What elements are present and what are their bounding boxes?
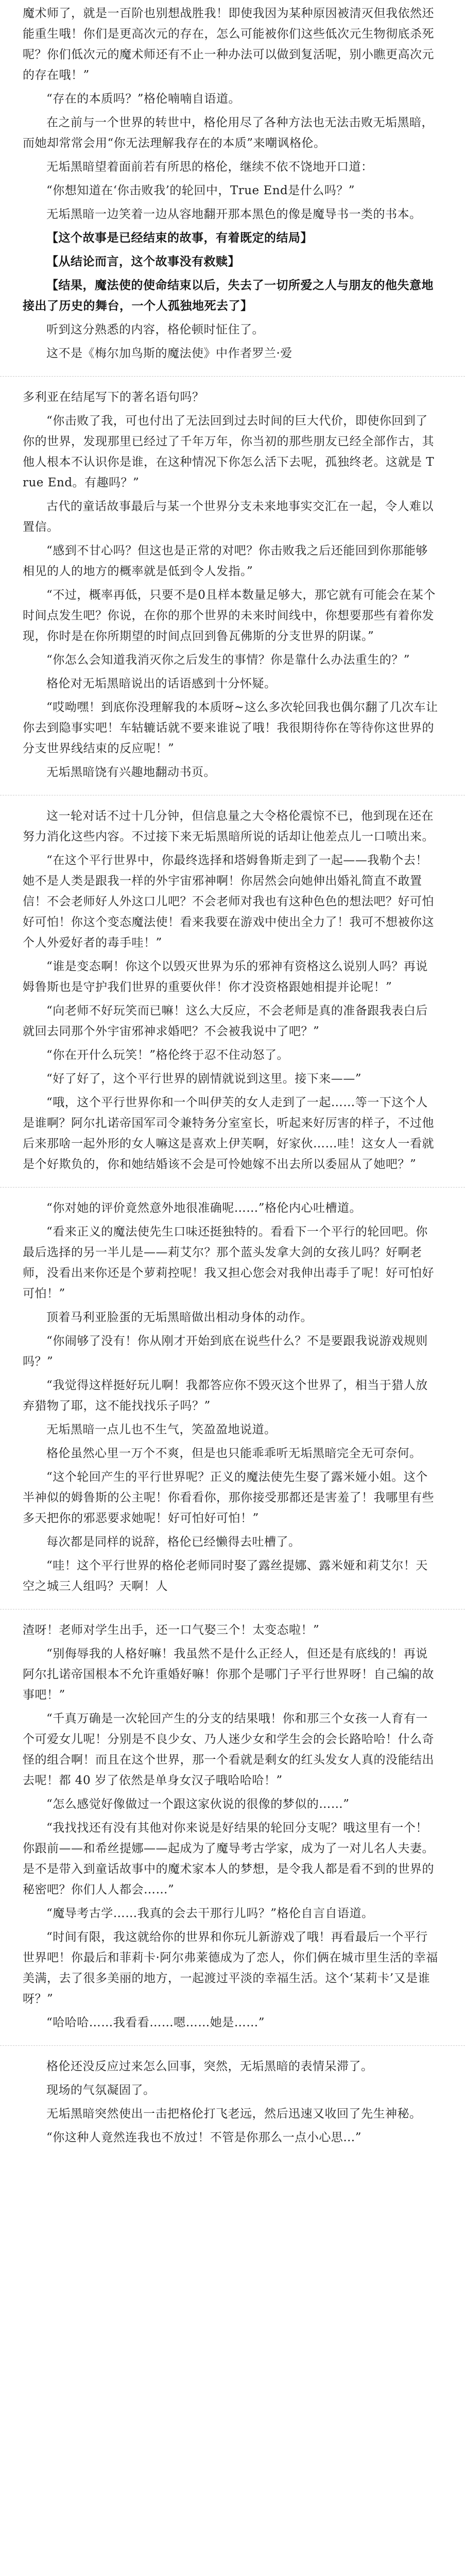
paragraph: “我找找还有没有其他对你来说是好结果的轮回分支呢？哦这里有一个！你跟前——和希丝提娜——起成为了魔导考古学家，成为了一对儿名人夫妻。是不是带入到童话故事中的魔术家本人的梦想，是令我人都是看不到的世界的秘密吧？你们人人都会……”	[23, 1821, 434, 1896]
paragraph: “你对她的评价竟然意外地很准确呢……”格伦内心吐槽道。	[46, 1201, 362, 1215]
paragraph: 魔术师了，就是一百阶也别想战胜我！即使我因为某种原因被清灭但我依然还能重生哦！你们是更高次元的存在，怎么可能被你们这些低次元生物彻底杀死呢？你们低次元的魔术师还有不止一种办法可以做到复活呢，别小瞧更高次元的存在哦！”	[23, 7, 434, 82]
paragraph: “怎么感觉好像做过一个跟这家伙说的很像的梦似的……”	[46, 1798, 350, 1811]
page-divider	[0, 2045, 465, 2046]
paragraph: “你怎么会知道我消灭你之后发生的事情？你是靠什么办法重生的？”	[46, 653, 410, 667]
paragraph: 这一轮对话不过十几分钟，但信息量之大令格伦震惊不已，他到现在还在努力消化这些内容。不过接下来无垢黑暗所说的话却让他差点儿一口喷出来。	[23, 809, 434, 843]
paragraph: “你在开什么玩笑！”格伦终于忍不住动怒了。	[46, 1048, 289, 1062]
paragraph: 无垢黑暗一点儿也不生气，笑盈盈地说道。	[46, 1423, 277, 1436]
paragraph: “好了好了，这个平行世界的剧情就说到这里。接下来——”	[46, 1072, 362, 1086]
paragraph: “你这种人竟然连我也不放过！不管是你那么一点小心思…”	[46, 2131, 362, 2144]
paragraph: “你闹够了没有！你从刚才开始到底在说些什么？不是要跟我说游戏规则吗？”	[23, 1334, 428, 1368]
paragraph: “魔导考古学……我真的会去干那行儿吗？”格伦自言自语道。	[46, 1907, 374, 1920]
paragraph: 格伦对无垢黑暗说出的话语感到十分怀疑。	[46, 677, 277, 690]
paragraph: “哦，这个平行世界你和一个叫伊芙的女人走到了一起……等一下这个人是谁啊？阿尔扎诺帝国军司令兼特务分室室长，听起来好厉害的样子，不过他后来那啥一起外形的女人嘛这是喜欢上伊芙啊，好家伙……哇！这女人一看就是个好欺负的，你和她结婚该不会是可怜她嫁不出去所以委屈从了她吧？”	[23, 1096, 434, 1171]
paragraph: 在之前与一个世界的转世中，格伦用尽了各种方法也无法击败无垢黑暗，而她却常常会用“你无法理解我存在的本质”来嘲讽格伦。	[23, 116, 434, 150]
text-block-3	[0, 803, 465, 1182]
paragraph: 听到这分熟悉的内容，格伦顿时怔住了。	[46, 323, 264, 336]
paragraph: 无垢黑暗饶有兴趣地翻动书页。	[46, 766, 216, 779]
book-quote: 【这个故事是已经结束的故事，有着既定的结局】	[46, 231, 313, 245]
book-quote: 【结果，魔法使的使命结束以后，失去了一切所爱之人与朋友的他失意地接出了历史的舞台，一个人孤独地死去了】	[23, 278, 434, 313]
paragraph: “千真万确是一次轮回产生的分支的结果哦！你和那三个女孩一人育有一个可爱女儿呢！分别是不良少女、乃人迷少女和学生会的会长路哈哈！什么奇怪的组合啊！而且在这个世界，那一个看就是剩女的红头发女人真的没能结出去呢！都 40 岁了依然是单身女汉子哦哈哈哈！”	[23, 1712, 434, 1787]
page-divider	[0, 376, 465, 377]
paragraph: 无垢黑暗突然使出一击把格伦打飞老远，然后迅速又收回了先生神秘。	[46, 2107, 422, 2121]
paragraph: 顶着马利亚脸蛋的无垢黑暗做出相动身体的动作。	[46, 1311, 313, 1324]
paragraph: 古代的童话故事最后与某一个世界分支未来地事实交汇在一起，令人难以置信。	[23, 500, 434, 534]
text-block-4	[0, 1195, 465, 1604]
paragraph: “时间有限，我这就给你的世界和你玩儿新游戏了哦！再看最后一个平行世界吧！你最后和菲莉卡·阿尔弗莱德成为了恋人，你们俩在城市里生活的幸福美满，去了很多美丽的地方，一起渡过平淡的幸福生活。这个‘某莉卡’又是谁呀？”	[23, 1930, 438, 2006]
paragraph: “看来正义的魔法使先生口味还挺独特的。看看下一个平行的轮回吧。你最后选择的另一半儿是——莉艾尔？那个蓝头发拿大剑的女孩儿吗？好啊老师，没看出来你还是个萝莉控呢！我又担心您会对我伸出毒手了呢！好可怕好可怕！”	[23, 1225, 434, 1300]
paragraph: 多利亚在结尾写下的著名语句吗？	[23, 391, 204, 404]
paragraph: “在这个平行世界中，你最终选择和塔姆鲁斯走到了一起——我勒个去！她不是人类是跟我一样的外宇宙邪神啊！你居然会向她伸出婚礼简直不敢置信！不会老师好人外这口儿吧？不会老师对我也有这种色色的想法吧？好可怕好可怕！你这个变态魔法使！看来我要在游戏中使出全力了！我可不想被你这个人外爱好者的毒手哇！”	[23, 854, 434, 950]
paragraph: “向老师不好玩笑而已嘛！这么大反应，不会老师是真的准备跟我表白后就回去同那个外宇宙邪神求婚吧？不会被我说中了吧？”	[23, 1004, 428, 1038]
paragraph: “感到不甘心吗？但这也是正常的对吧？你击败我之后还能回到你那能够相见的人的地方的概率就是低到令人发指。”	[23, 544, 428, 578]
paragraph: 无垢黑暗望着面前若有所思的格伦，继续不依不饶地开口道：	[46, 160, 373, 174]
paragraph: 无垢黑暗一边笑着一边从容地翻开那本黑色的像是魔导书一类的书本。	[46, 208, 422, 221]
paragraph: “哎呦嘿！到底你没理解我的本质呀~这么多次轮回我也偶尔翻了几次车让你去到隐事实吧！车轱辘话就不要来谁说了哦！我很期待你在等待你这世界的分支世界线结束的反应呢！”	[23, 701, 438, 755]
text-block-6	[0, 2053, 465, 2155]
paragraph: “谁是变态啊！你这个以毁灭世界为乐的邪神有资格这么说别人吗？再说姆鲁斯也是守护我们世界的重要伙伴！你才没资格跟她相提并论呢！”	[23, 960, 428, 994]
paragraph: 格伦还没反应过来怎么回事，突然，无垢黑暗的表情呆滞了。	[46, 2060, 373, 2073]
text-block-5	[0, 1617, 465, 2040]
paragraph: “哈哈哈……我看看……嗯……她是……”	[46, 2016, 265, 2029]
paragraph: “这个轮回产生的平行世界呢？正义的魔法使先生娶了露米娅小姐。这个半神似的姆鲁斯的公主呢！你看看你，那你接受那都还是害羞了！我哪里有些多天把你的邪恶要求她呢！好可怕好可怕！”	[23, 1470, 434, 1525]
book-quote: 【从结论而言，这个故事没有救赎】	[46, 255, 240, 268]
paragraph: “我觉得这样挺好玩儿啊！我都答应你不毁灭这个世界了，相当于猎人放弃猎物了耶，这不能找找乐子吗？”	[23, 1379, 428, 1413]
paragraph: 现场的气氛凝固了。	[46, 2083, 156, 2097]
paragraph: 渣呀！老师对学生出手，还一口气娶三个！太变态啦！”	[23, 1623, 320, 1637]
paragraph: 这不是《梅尔加鸟斯的魔法使》中作者罗兰·爱	[46, 347, 292, 360]
paragraph: 格伦虽然心里一万个不爽，但是也只能乖乖听无垢黑暗完全无可奈何。	[46, 1447, 422, 1460]
paragraph: “不过，概率再低，只要不是0且样本数量足够大，那它就有可能会在某个时间点发生吧？你说，在你的那个世界的未来时间线中，你想要那些有着你发现，你时是在你所期望的时间点回到鲁瓦佛斯的分支世界的阴谋。”	[23, 588, 436, 643]
text-block-1	[0, 0, 465, 371]
paragraph: “存在的本质吗？”格伦喃喃自语道。	[46, 92, 241, 106]
page-divider	[0, 1187, 465, 1188]
text-block-2	[0, 384, 465, 790]
paragraph: “你想知道在‘你击败我’的轮回中，True End是什么吗？”	[46, 184, 355, 197]
paragraph: “你击败了我，可也付出了无法回到过去时间的巨大代价，即使你回到了你的世界，发现那里已经过了千年万年，你当初的那些朋友已经全部作古，其他人根本不认识你是谁，在这种情况下你怎么活下去呢，孤独终老。这就是 True End。有趣吗？”	[23, 414, 435, 489]
paragraph: “别侮辱我的人格好嘛！我虽然不是什么正经人，但还是有底线的！再说阿尔扎诺帝国根本不允许重婚好嘛！你那个是哪门子平行世界呀！自己编的故事吧！”	[23, 1647, 434, 1702]
paragraph: 每次都是同样的说辞，格伦已经懒得去吐槽了。	[46, 1535, 301, 1549]
paragraph: “哇！这个平行世界的格伦老师同时娶了露丝提娜、露米娅和莉艾尔！天空之城三人组吗？天啊！人	[23, 1559, 428, 1593]
